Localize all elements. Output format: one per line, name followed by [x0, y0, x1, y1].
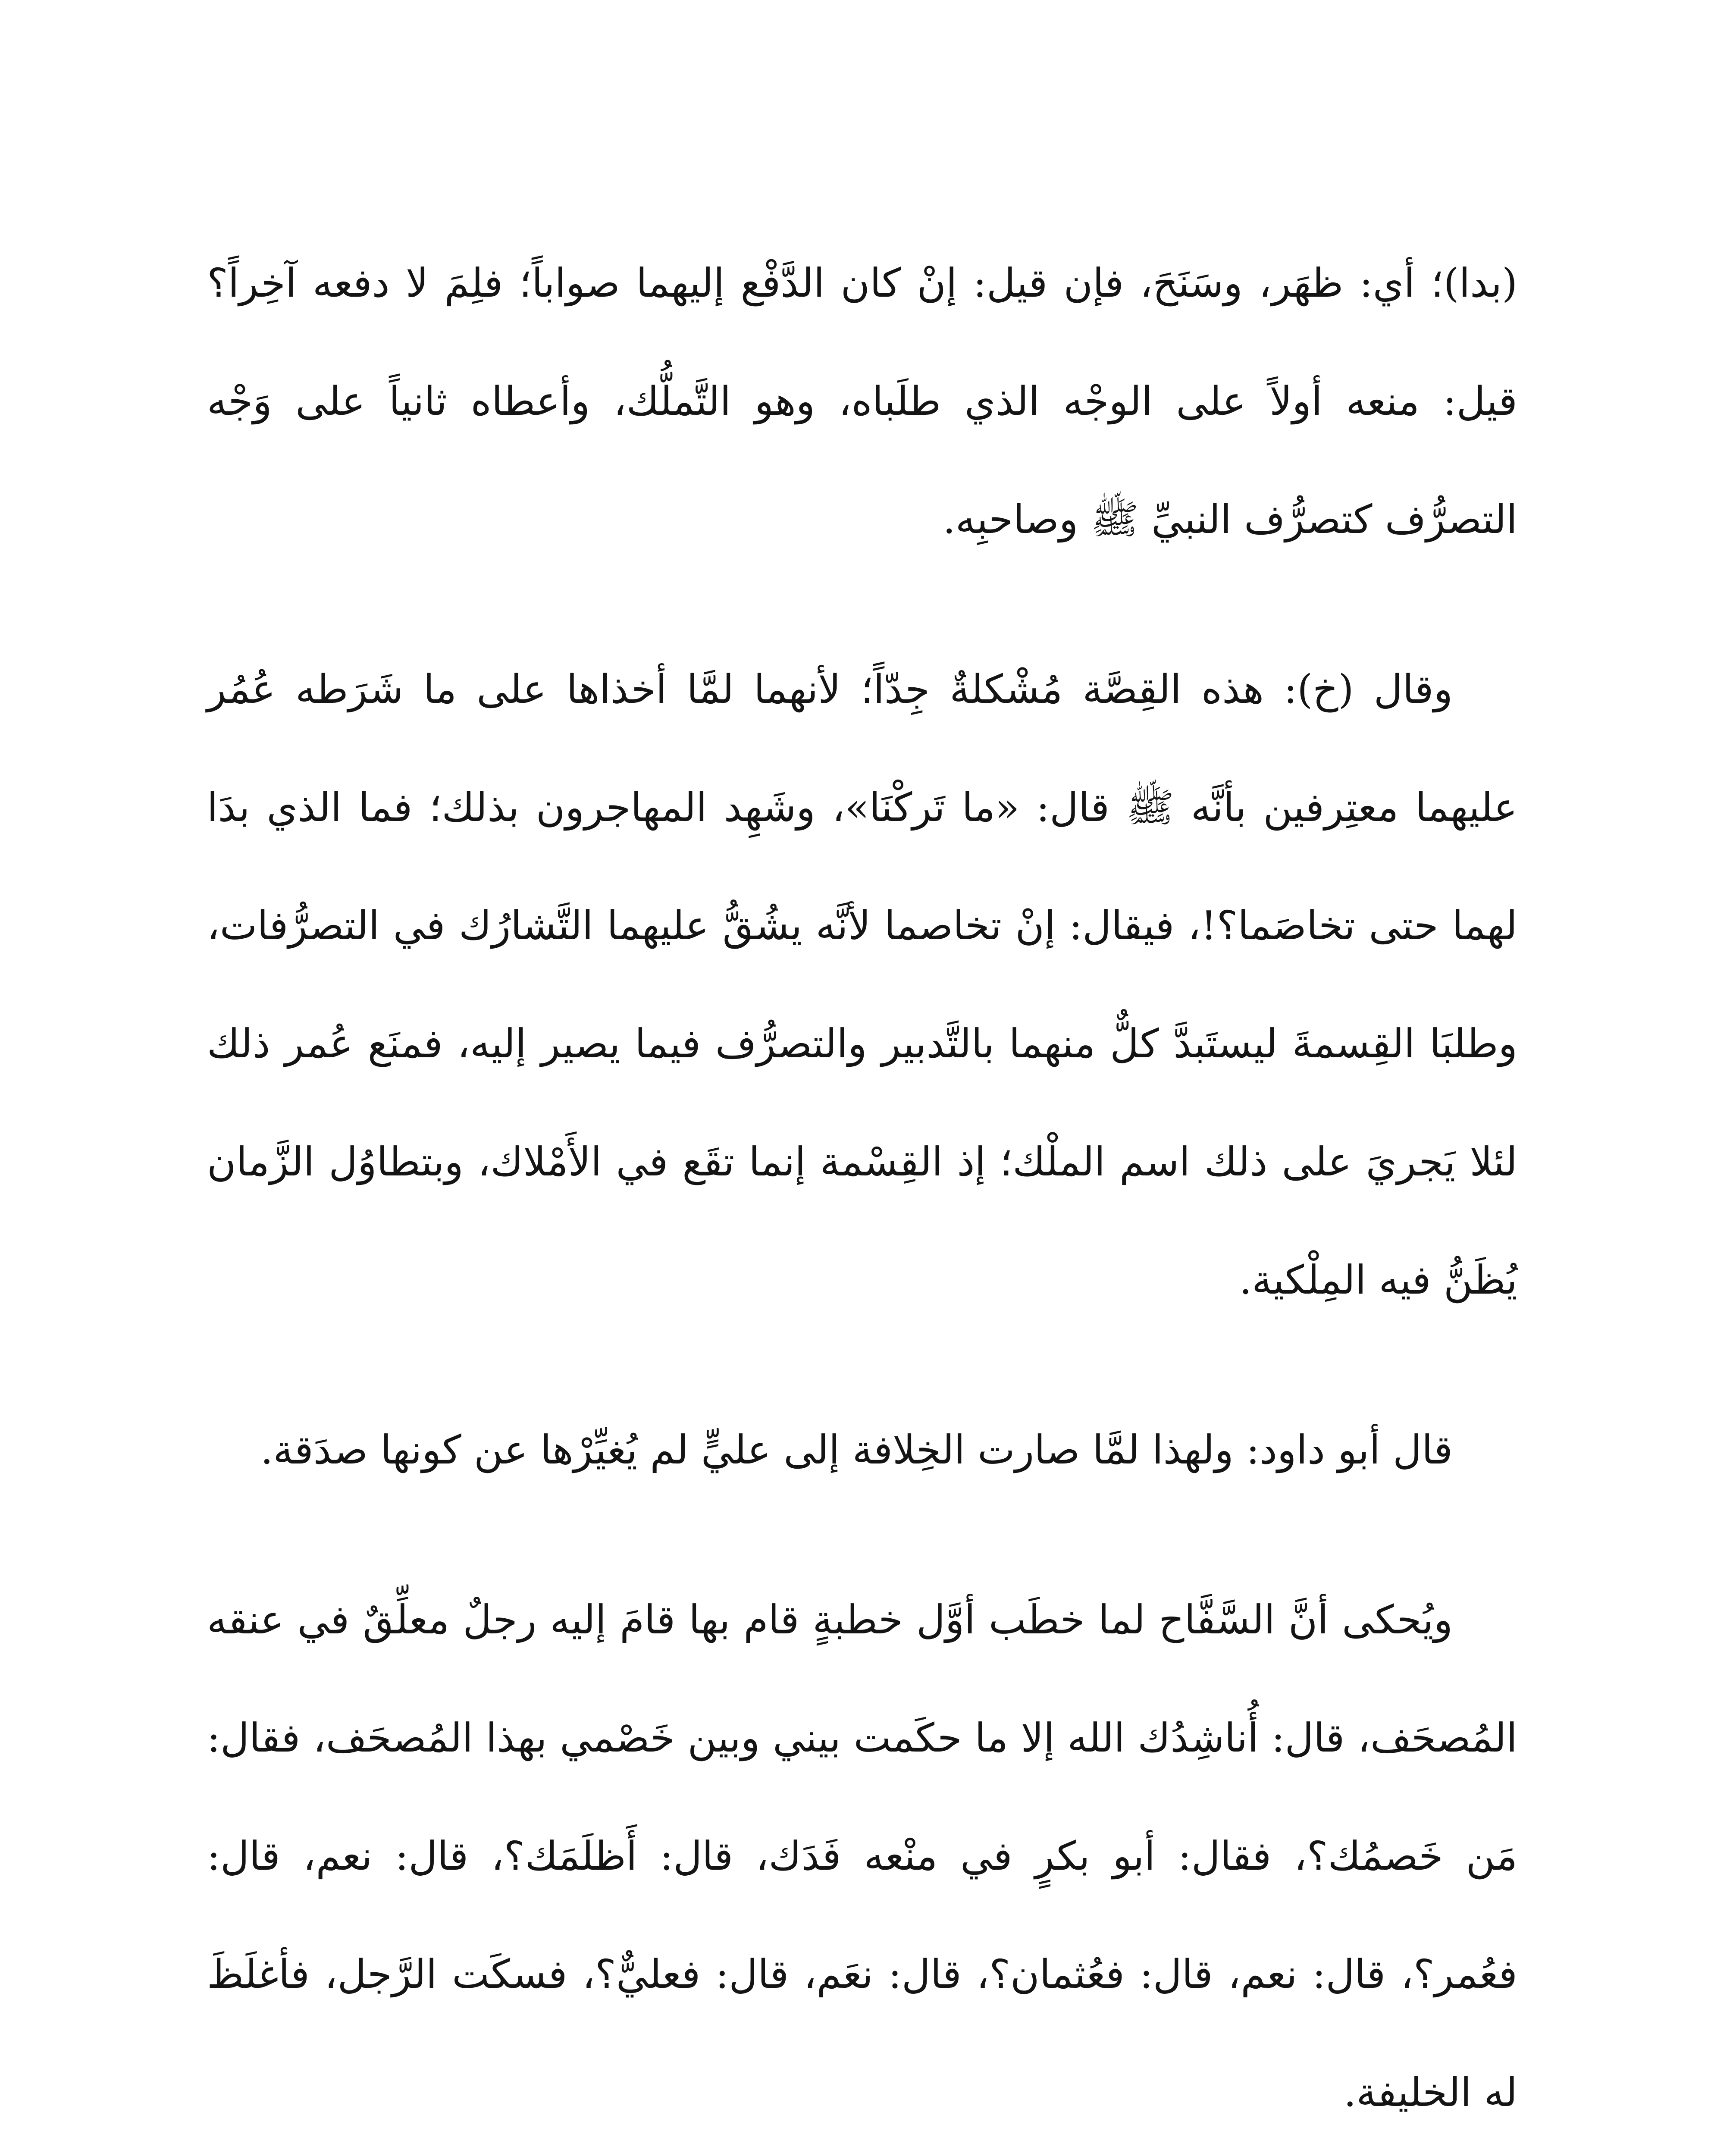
paragraph-4: ويُحكى أنَّ السَّفَّاح لما خطَب أوَّل خطبةٍ قام بها قامَ إليه رجلٌ معلِّقٌ في عنقه المُصحَف، قال: أُناشِدُك الله إلا ما حكَمت بيني وبين خَصْمي بهذا المُصحَف، فقال: مَن خَصمُك؟، فقال: أبو بكرٍ في منْعه فَدَك، قال: أَظلَمَك؟، قال: نعم، قال: فعُمر؟، قال: نعم، قال: فعُثمان؟، قال: نعَم، قال: فعليٌّ؟، فسكَت الرَّجل، فأغلَظَ له الخليفة.: [207, 1597, 1517, 2115]
paragraph-1: (بدا)؛ أي: ظهَر، وسَنَحَ، فإن قيل: إنْ كان الدَّفْع إليهما صواباً؛ فلِمَ لا دفعه آخِراً؟ قيل: منعه أولاً على الوجْه الذي طلَباه، وهو التَّملُّك، وأعطاه ثانياً على وَجْه التصرُّف كتصرُّف النبيِّ ﷺ وصاحبِه.: [207, 260, 1518, 542]
paragraph-3: قال أبو داود: ولهذا لمَّا صارت الخِلافة إلى عليٍّ لم يُغيِّرْها عن كونها صدَقة.: [260, 1427, 1453, 1473]
paragraph-2: وقال (خ): هذه القِصَّة مُشْكلةٌ جِدّاً؛ لأنهما لمَّا أخذاها على ما شَرَطه عُمُر عليهما معتِرفين بأنَّه ﷺ قال: «ما تَركْنَا»، وشَهِد المهاجرون بذلك؛ فما الذي بدَا لهما حتى تخاصَما؟!، فيقال: إنْ تخاصما لأنَّه يشُقُّ عليهما التَّشارُك في التصرُّفات، وطلبَا القِسمةَ ليستَبدَّ كلٌّ منهما بالتَّدبير والتصرُّف فيما يصير إليه، فمنَع عُمر ذلك لئلا يَجريَ على ذلك اسم الملْك؛ إذ القِسْمة إنما تقَع في الأَمْلاك، وبتطاوُل الزَّمان يُظَنُّ فيه المِلْكية.: [207, 666, 1518, 1303]
body-text: [207, 224, 1517, 2156]
